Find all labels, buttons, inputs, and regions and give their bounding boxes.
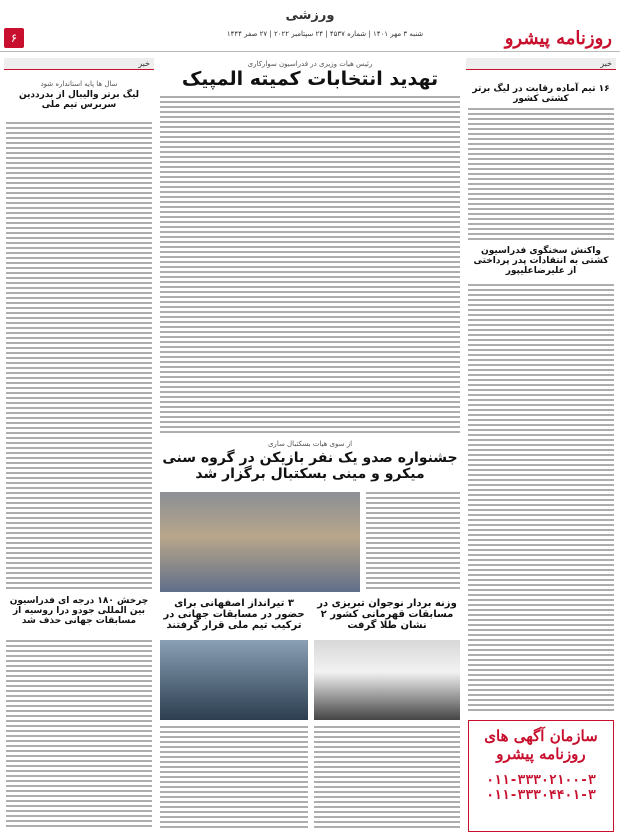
article1-body <box>468 108 614 243</box>
center-top-title: تهدید انتخابات کمیته المپیک <box>181 68 439 90</box>
ad-phone-2: ۰۱۱-۳۳۳۰۴۴۰۱-۳ <box>486 788 596 803</box>
center-top-body <box>160 96 460 436</box>
bottom-a-body <box>314 726 460 831</box>
news-label-right: خبر <box>466 58 616 70</box>
left-title: لیگ برتر والیبال از بدرددین سربرس تیم ملی <box>18 90 140 110</box>
weightlifting-photo <box>314 640 460 720</box>
left-article2-title: چرخش ۱۸۰ درجه ای فدراسیون بین المللی جودو درا روسیه از مسابقات جهانی حذف شد <box>9 596 149 626</box>
center-mid-kicker: از سوی هیات بسکتبال ساری <box>267 440 353 448</box>
section-title: ورزشی <box>285 8 335 23</box>
page-number: ۶ <box>4 28 24 48</box>
page-header <box>0 0 620 52</box>
ad-title-1: سازمان آگهی های <box>484 727 598 745</box>
basketball-photo <box>160 492 360 592</box>
news-label-left: خبر <box>4 58 154 70</box>
center-mid-body <box>366 492 460 592</box>
left-body <box>6 122 152 592</box>
date-line: شنبه ۳ مهر ۱۴۰۱ | شماره ۴۵۳۷ | ۲۴ سپتامبر ۲۰۲۲ | ۲۷ صفر ۱۴۴۴ <box>226 30 424 38</box>
newspaper-logo: روزنامه پیشرو <box>504 28 612 49</box>
ad-phone-1: ۰۱۱-۳۳۳۰۲۱۰۰-۳ <box>486 773 596 788</box>
left-kicker: سال ها پایه استانداره شود <box>40 80 118 88</box>
article2-title: واکنش سخنگوی فدراسیون کشتی به انتقادات پدر پرداختی از علیرضاعلیپور <box>473 246 609 276</box>
bottom-b-body <box>160 726 308 831</box>
center-mid-title: جشنواره صدو یک نفر بازیکن در گروه سنی میکرو و مینی بسکتبال برگزار شد <box>162 450 458 482</box>
center-top-kicker: رئیس هیات وزیری در فدراسیون سوارکاری <box>247 60 373 68</box>
ad-title-2: روزنامه پیشرو <box>496 745 586 763</box>
left-article2-body <box>6 640 152 830</box>
shooting-photo <box>160 640 308 720</box>
article2-body <box>468 284 614 714</box>
article1-title: ۱۶ تیم آماده رقابت در لیگ برتر کشتی کشور <box>472 84 610 104</box>
ad-box <box>468 720 614 832</box>
bottom-b-title: ۳ تیرانداز اصفهانی برای حضور در مسابقات جهانی در ترکیب تیم ملی قرار گرفتند <box>163 598 305 631</box>
bottom-a-title: وزنه بردار نوجوان تبریزی در مسابقات قهرمانی کشور ۲ نشان طلا گرفت <box>317 598 457 631</box>
